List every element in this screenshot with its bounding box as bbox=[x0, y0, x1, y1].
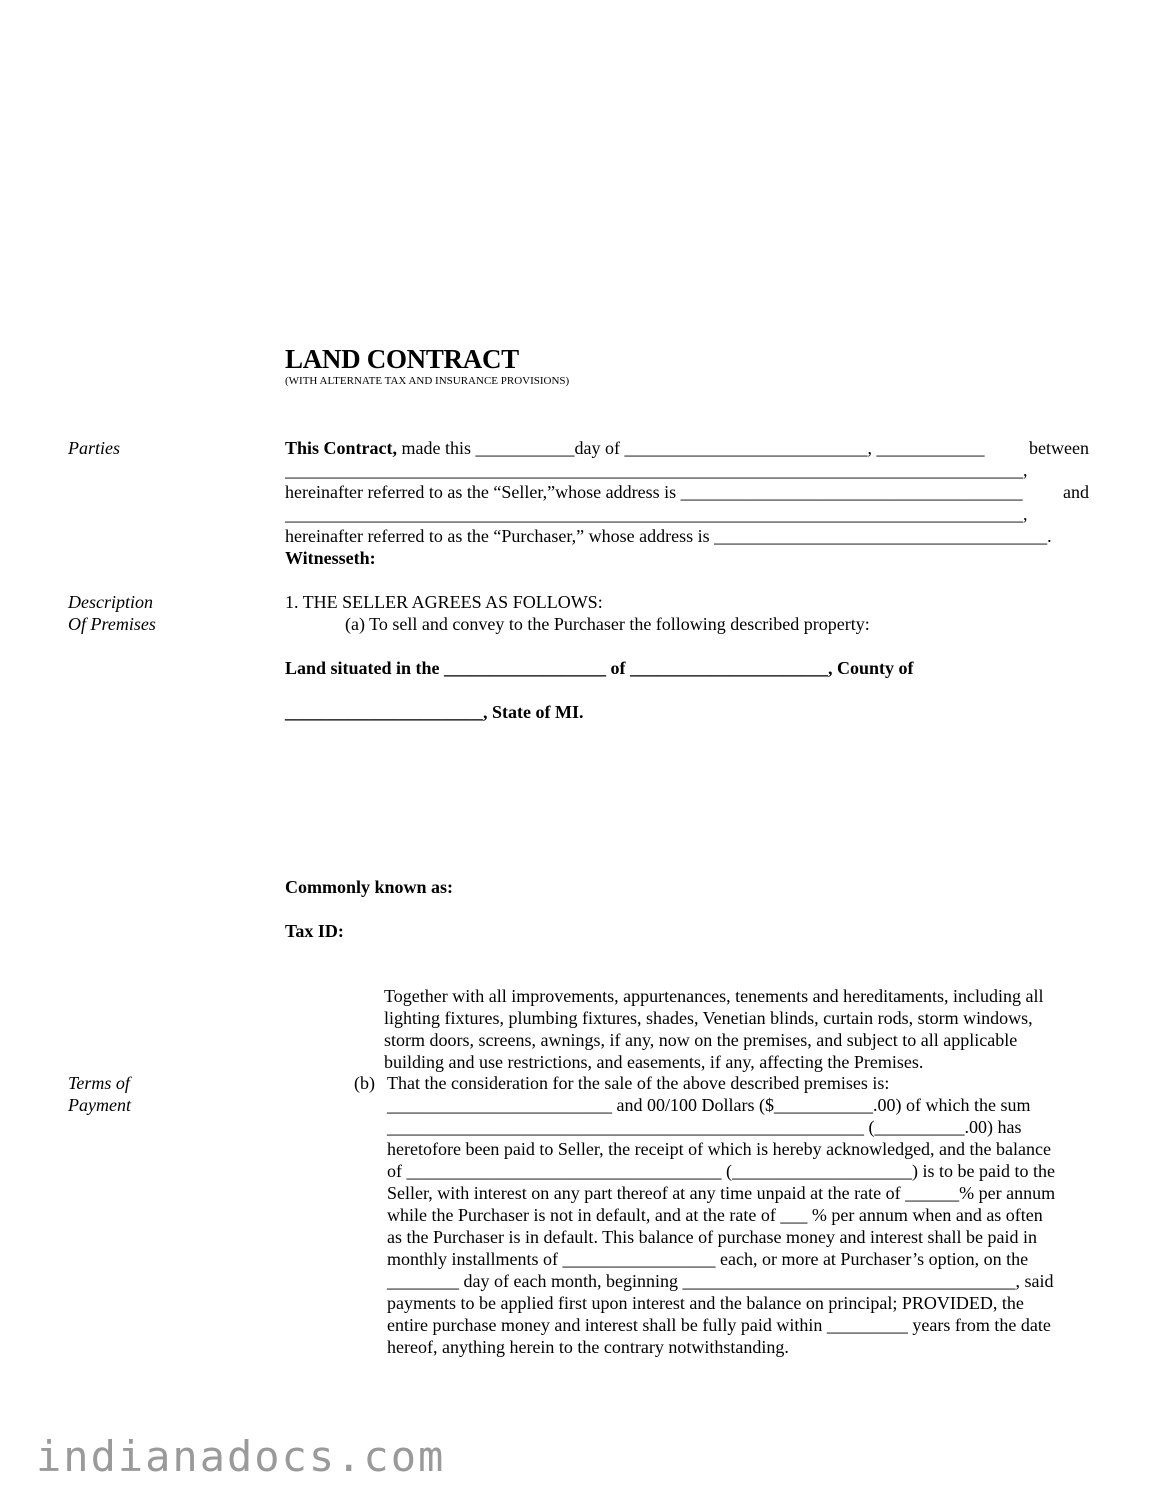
terms-line bbox=[387, 1226, 1095, 1248]
this-contract-label: This Contract, bbox=[285, 438, 397, 458]
together-paragraph-line: Together with all improvements, appurtenances, tenements and hereditaments, including all bbox=[384, 986, 1044, 1006]
commonly-known-as-label: Commonly known as: bbox=[285, 877, 454, 897]
terms-line-text: as the Purchaser is in default. This balance of purchase money and interest shall be paid in bbox=[387, 1227, 1037, 1247]
seller-agrees-item-a: (a) To sell and convey to the Purchaser the following described property: bbox=[345, 614, 870, 634]
terms-line bbox=[387, 1204, 1095, 1226]
terms-line-text: entire purchase money and interest shall be fully paid within _________ years from the date bbox=[387, 1315, 1051, 1335]
margin-label-of-premises: Of Premises bbox=[68, 614, 156, 634]
margin-label-terms-of: Terms of bbox=[68, 1073, 130, 1093]
site-watermark: indianadocs.com bbox=[36, 1432, 446, 1481]
terms-line bbox=[387, 1182, 1095, 1204]
together-paragraph-line: storm doors, screens, awnings, if any, now on the premises, and subject to all applicable bbox=[384, 1030, 1018, 1050]
terms-line bbox=[387, 1248, 1095, 1270]
terms-line bbox=[387, 1094, 1095, 1116]
terms-line-text: payments to be applied first upon interest and the balance on principal; PROVIDED, the bbox=[387, 1293, 1024, 1313]
terms-line bbox=[387, 1292, 1095, 1314]
terms-last-line: hereof, anything herein to the contrary notwithstanding. bbox=[387, 1337, 789, 1357]
terms-first-line: That the consideration for the sale of the above described premises is: bbox=[387, 1073, 890, 1093]
purchaser-address-line: hereinafter referred to as the “Purchaser,” whose address is _____________________________________. bbox=[285, 526, 1052, 546]
terms-line-text: heretofore been paid to Seller, the receipt of which is hereby acknowledged, and the balance bbox=[387, 1139, 1051, 1159]
terms-line-text: of ___________________________________ (____________________) is to be paid to the bbox=[387, 1161, 1055, 1181]
land-state-line: ______________________, State of MI. bbox=[285, 702, 584, 722]
terms-item-marker: (b) bbox=[354, 1073, 375, 1093]
terms-line-text: ________ day of each month, beginning _____________________________________, said bbox=[387, 1271, 1054, 1291]
margin-label-payment: Payment bbox=[68, 1095, 131, 1115]
parties-line-1 bbox=[285, 437, 1089, 459]
witnesseth-label: Witnesseth: bbox=[285, 548, 376, 568]
together-paragraph-line: building and use restrictions, and easements, if any, affecting the Premises. bbox=[384, 1052, 924, 1072]
document-title: LAND CONTRACT bbox=[285, 344, 519, 374]
margin-label-parties: Parties bbox=[68, 438, 120, 458]
seller-address-text: hereinafter referred to as the “Seller,”whose address is ______________________________________ bbox=[285, 482, 1023, 502]
land-situated-line: Land situated in the __________________ of ______________________, County of bbox=[285, 658, 914, 678]
and-word: and bbox=[1063, 482, 1089, 502]
terms-line-text: _________________________ and 00/100 Dollars ($___________.00) of which the sum bbox=[387, 1095, 1031, 1115]
terms-line bbox=[387, 1116, 1095, 1138]
seller-agrees-heading: 1. THE SELLER AGREES AS FOLLOWS: bbox=[285, 592, 603, 612]
document-subtitle: (WITH ALTERNATE TAX AND INSURANCE PROVISIONS) bbox=[285, 375, 570, 387]
terms-line bbox=[387, 1160, 1095, 1182]
terms-line-text: _____________________________________________________ (__________.00) has bbox=[387, 1117, 1022, 1137]
between-word: between bbox=[1029, 438, 1089, 458]
together-paragraph-line: lighting fixtures, plumbing fixtures, shades, Venetian blinds, curtain rods, storm windows, bbox=[384, 1008, 1033, 1028]
tax-id-label: Tax ID: bbox=[285, 921, 344, 941]
seller-name-line: __________________________________________________________________________________, bbox=[285, 460, 1028, 480]
terms-line-text: Seller, with interest on any part thereof at any time unpaid at the rate of ______% per annum bbox=[387, 1183, 1056, 1203]
terms-line bbox=[387, 1270, 1095, 1292]
terms-line-text: while the Purchaser is not in default, and at the rate of ___ % per annum when and as often bbox=[387, 1205, 1043, 1225]
seller-address-line bbox=[285, 481, 1089, 503]
terms-line bbox=[387, 1138, 1095, 1160]
purchaser-name-line: __________________________________________________________________________________, bbox=[285, 504, 1028, 524]
contract-date-fields: made this ___________day of ___________________________, ____________ bbox=[401, 438, 985, 458]
margin-label-description: Description bbox=[68, 592, 153, 612]
terms-line-text: monthly installments of _________________ each, or more at Purchaser’s option, on the bbox=[387, 1249, 1029, 1269]
terms-line bbox=[387, 1314, 1095, 1336]
